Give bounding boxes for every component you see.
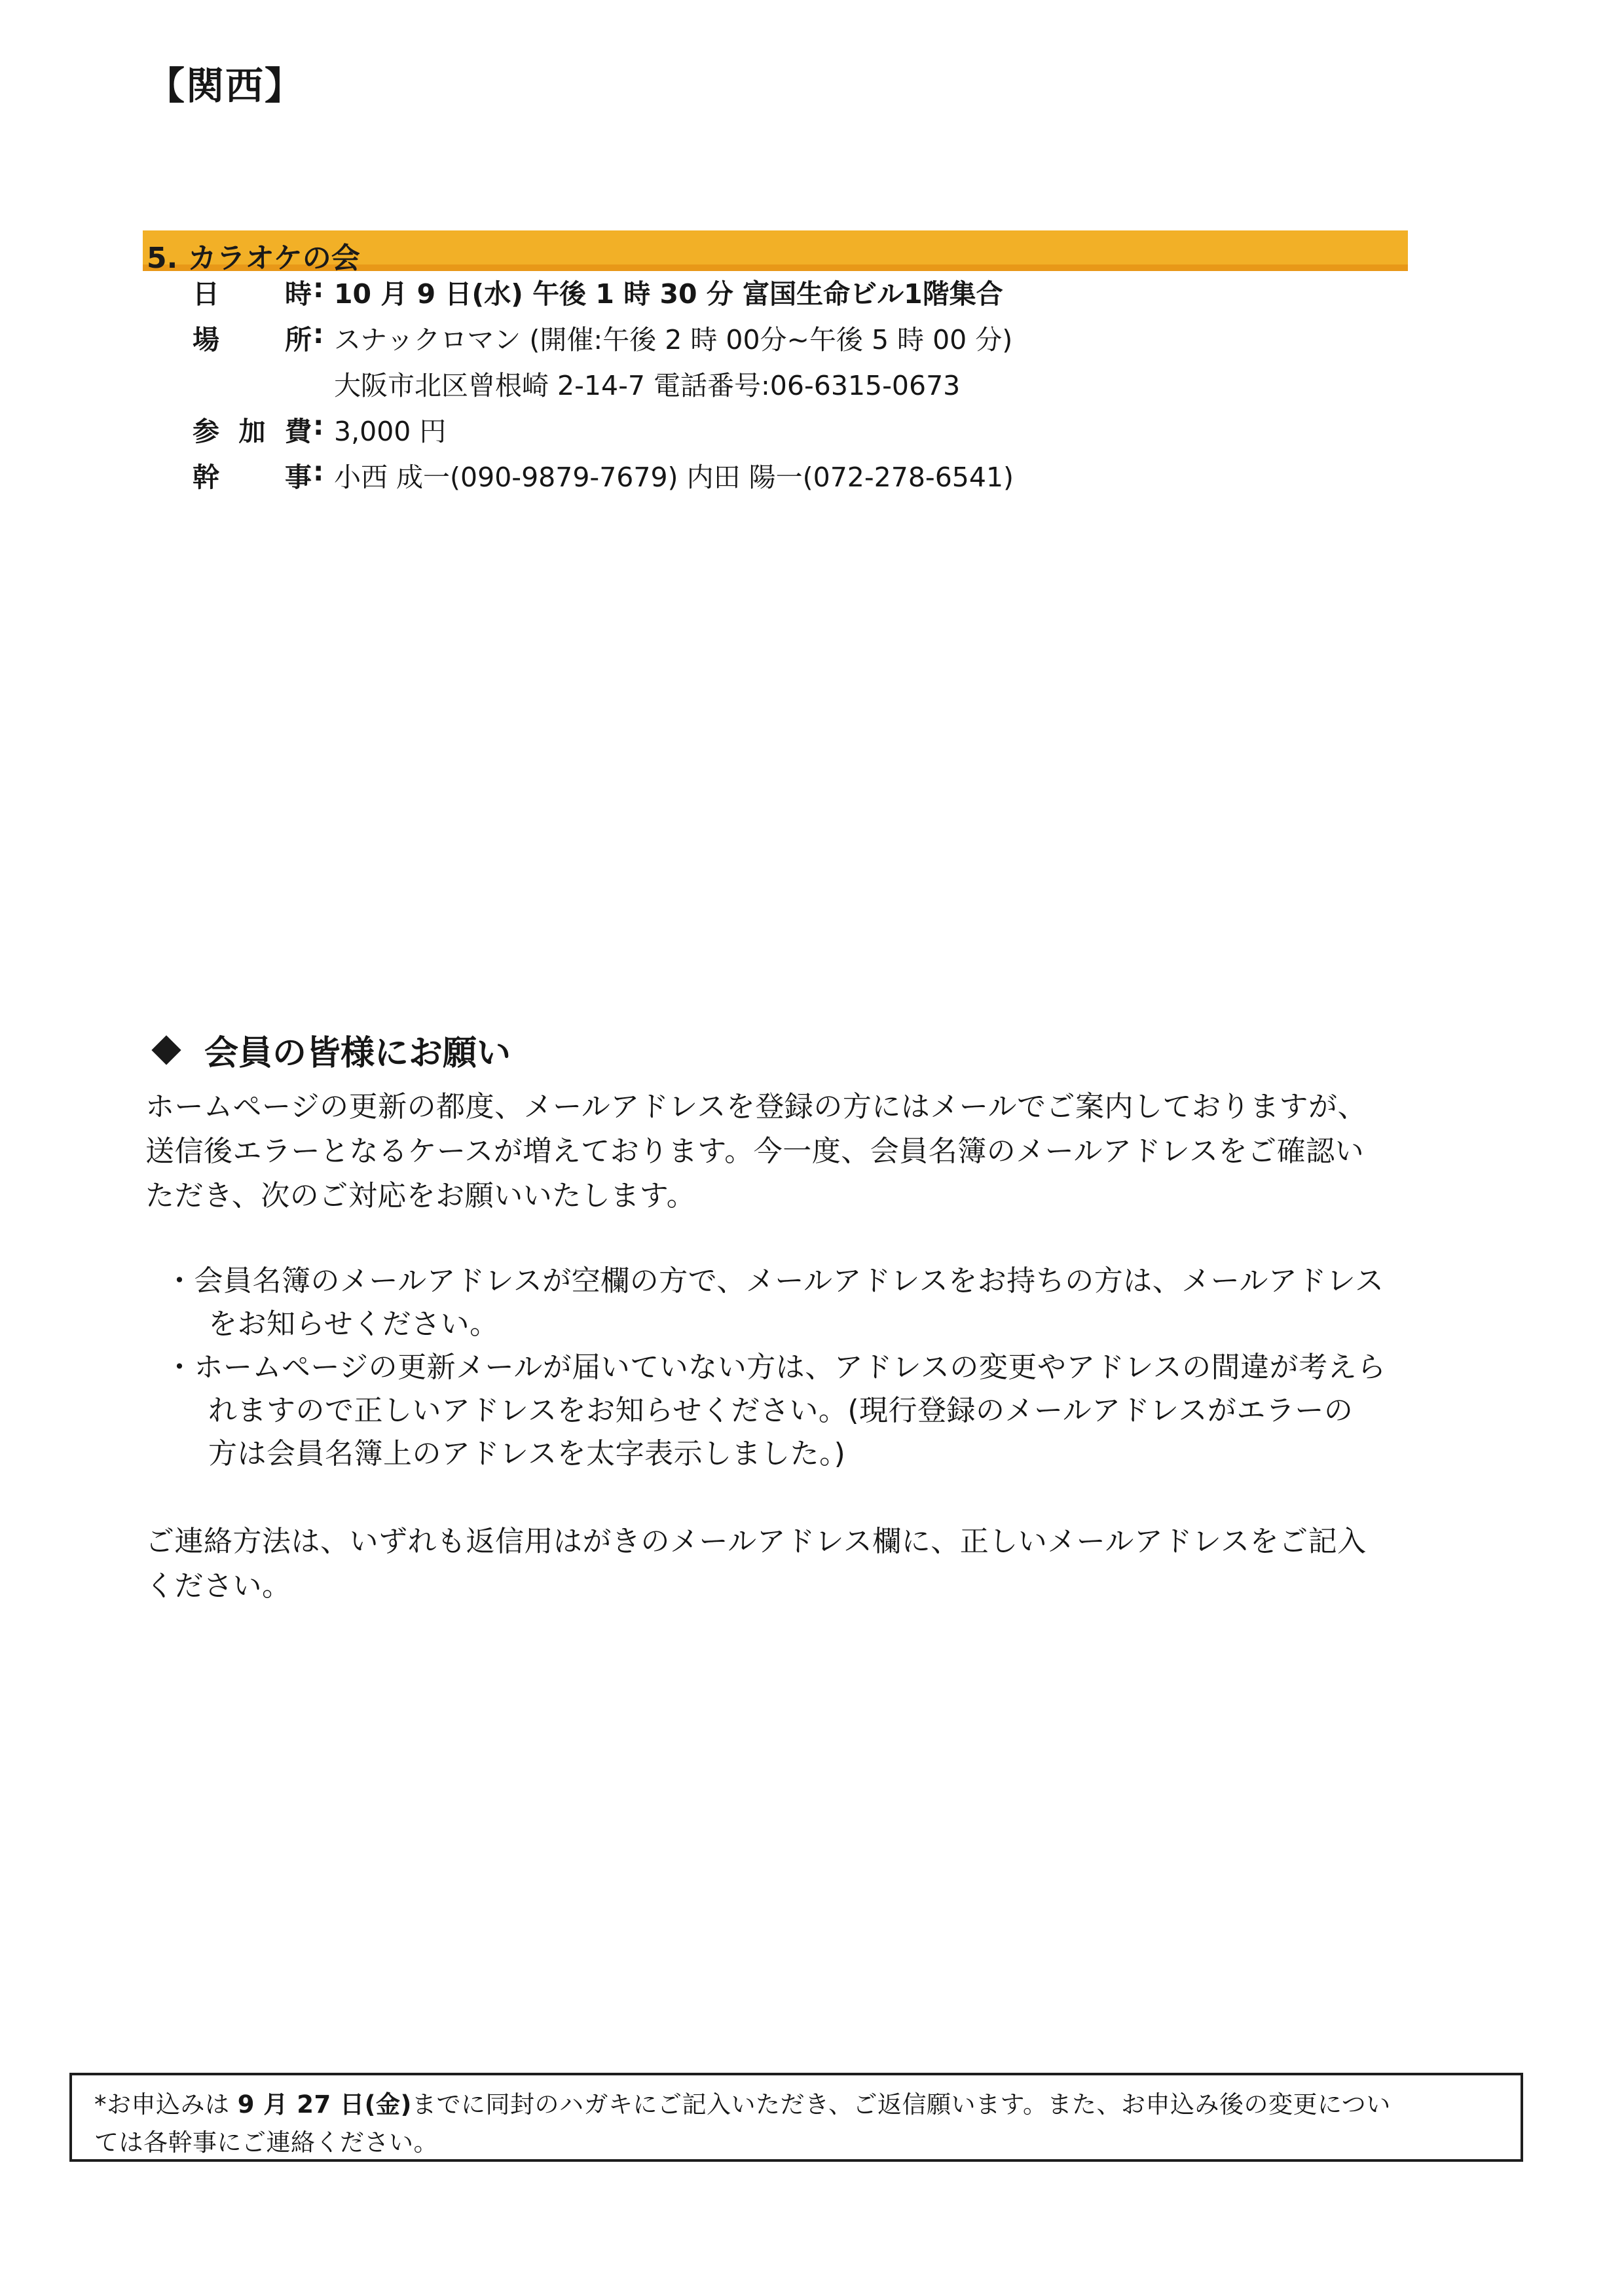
section-title: 5. カラオケの会 xyxy=(147,242,360,271)
notice-line-2: ては各幹事にご連絡ください。 xyxy=(94,2128,438,2157)
deadline-notice-box xyxy=(69,2073,1523,2162)
notice-text: までに同封のハガキにご記入いただき、ご返信願います。また、お申込み後の変更につい xyxy=(411,2090,1391,2119)
contact-line: ご連絡方法は、いずれも返信用はがきのメールアドレス欄に、正しいメールアドレスをご記入 xyxy=(145,1525,1367,1558)
info-label-organizer xyxy=(193,456,312,494)
bullet-item-line: ・ホームページの更新メールが届いていない方は、アドレスの変更やアドレスの間違が考えら xyxy=(165,1351,1386,1384)
info-label-char: 参 xyxy=(193,416,219,447)
request-heading xyxy=(149,1025,511,1074)
info-value-datetime: 10 月 9 日(水) 午後 1 時 30 分 富国生命ビル1階集合 xyxy=(334,278,1003,310)
info-label-place xyxy=(193,318,312,357)
intro-line: 送信後エラーとなるケースが増えております。今一度、会員名簿のメールアドレスをご確認い xyxy=(145,1135,1365,1168)
bullet-item-line: ・会員名簿のメールアドレスが空欄の方で、メールアドレスをお持ちの方は、メールアドレス xyxy=(165,1264,1384,1298)
bullet-item-continuation: をお知らせください。 xyxy=(208,1307,499,1341)
info-colon: : xyxy=(313,456,324,487)
info-label-char: 事 xyxy=(285,462,312,493)
notice-prefix: *お申込みは xyxy=(94,2090,238,2119)
info-value-place: スナックロマン (開催:午後 2 時 00分~午後 5 時 00 分) xyxy=(334,324,1013,355)
info-label-char: 加 xyxy=(238,416,266,447)
info-colon: : xyxy=(313,318,324,350)
info-colon: : xyxy=(313,410,324,441)
info-value-address: 大阪市北区曾根崎 2-14-7 電話番号:06-6315-0673 xyxy=(334,370,961,401)
info-label-fee xyxy=(193,410,312,448)
info-label-char: 費 xyxy=(285,416,312,447)
intro-line: ただき、次のご対応をお願いいたします。 xyxy=(145,1179,696,1212)
bullet-item-continuation: 方は会員名簿上のアドレスを太字表示しました。) xyxy=(208,1437,846,1470)
info-label-char: 日 xyxy=(193,278,219,310)
section-header-bar xyxy=(143,230,1408,271)
contact-line: ください。 xyxy=(145,1569,291,1603)
info-colon: : xyxy=(313,272,324,304)
info-label-char: 所 xyxy=(285,324,312,355)
request-heading-text: 会員の皆様にお願い xyxy=(204,1034,511,1073)
info-value-fee: 3,000 円 xyxy=(334,416,447,447)
info-label-char: 場 xyxy=(193,324,219,355)
notice-line-1 xyxy=(94,2085,1391,2120)
intro-line: ホームページの更新の都度、メールアドレスを登録の方にはメールでご案内しておりますが、 xyxy=(145,1090,1367,1123)
bullet-item-continuation: れますので正しいアドレスをお知らせください。(現行登録のメールアドレスがエラーの xyxy=(208,1394,1354,1427)
region-title: 【関西】 xyxy=(147,64,304,108)
info-value-organizer: 小西 成一(090-9879-7679) 内田 陽一(072-278-6541) xyxy=(334,462,1014,493)
info-label-char: 時 xyxy=(285,278,312,310)
diamond-bullet-icon xyxy=(151,1035,181,1065)
info-label-char: 幹 xyxy=(193,462,219,493)
notice-deadline: 9 月 27 日(金) xyxy=(237,2090,412,2119)
info-label-datetime xyxy=(193,272,312,311)
